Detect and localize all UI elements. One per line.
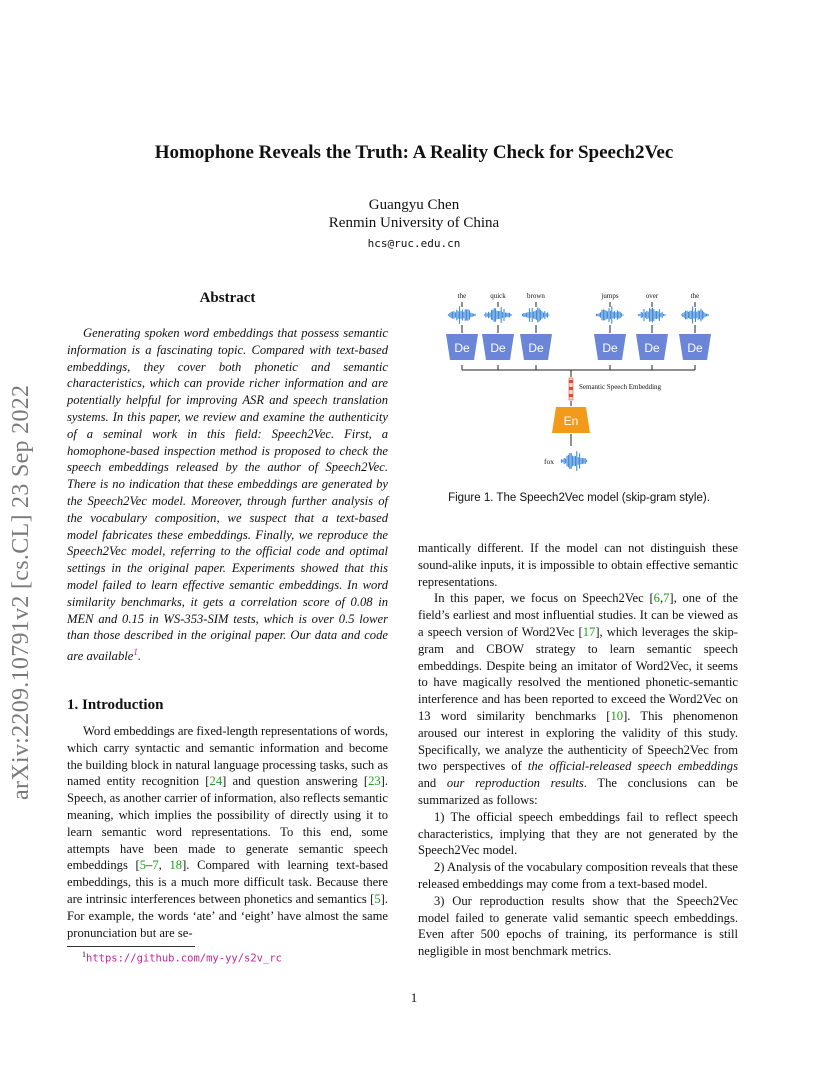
intro-text: Word embeddings are fixed-length representations of words, which carry syntactic and semantic information and become the building block in natural language processing tasks, such as named entity recognition [ <box>67 724 388 789</box>
conclusion-item-3: 3) Our reproduction results show that the Speech2Vec model failed to generate valid semantic speech embeddings. Even after 500 epochs of training, its performance is still negligible in most benchmark metrics. <box>418 893 738 959</box>
context-word-label: brown <box>527 292 545 300</box>
introduction-body <box>67 723 388 941</box>
waveform-icon <box>680 307 708 324</box>
speech2vec-diagram <box>418 286 740 476</box>
citation-link[interactable]: 23 <box>368 774 381 789</box>
intro-text: ], which leverages the skip-gram and CBOW strategy to learn semantic speech embeddings. Despite being an imitator of Word2Vec, it seems to have magically resolved the mentioned phonetic-semantic interference and has been reported to exceed the Word2Vec on 13 word similarity benchmarks [ <box>418 624 738 723</box>
footnote-rule <box>67 946 195 947</box>
decoder-label: De <box>644 341 660 355</box>
waveform-icon <box>447 306 475 324</box>
embedding-label: Semantic Speech Embedding <box>579 383 662 391</box>
footnote <box>82 950 282 965</box>
abstract-heading: Abstract <box>199 290 256 306</box>
figure-1 <box>418 286 740 476</box>
citation-link[interactable]: 18 <box>169 858 183 873</box>
abstract-text: Generating spoken word embeddings that possess semantic information is a fascinating topic. Compared with text-based embeddings, they cover both phonetic and semantic characteristics, which can provide richer information and are potentially helpful for improving ASR and speech translation systems. In this paper, we review and examine the authenticity of a seminal work in this field: Speech2Vec. First, a homophone-based inspection method is proposed to check the speech embeddings released by the author of Speech2Vec. There is no indication that these embeddings are generated by the Speech2Vec model. Moreover, through further analysis of the vocabulary composition, we suspect that a text-based model fabricates these embeddings. Finally, we reproduce the Speech2Vec model, referring to the official code and optimal settings in the original paper. Experiments showed that this model failed to learn effective semantic embeddings. In word similarity benchmarks, it gets a correlation score of 0.08 in MEN and 0.15 in WS-353-SIM tests, which is over 0.5 lower than those described in the original paper. Our data and code are available <box>67 326 388 664</box>
citation-link[interactable]: 7 <box>152 858 159 873</box>
waveform-icon <box>637 308 665 323</box>
citation-link[interactable]: 6 <box>653 591 660 606</box>
embedding-cell <box>569 380 573 383</box>
intro-text: ], one of the field’s earliest and most influential studies. It can be viewed as a speech version of Word2Vec [ <box>418 591 738 639</box>
figure-decoders <box>446 334 711 360</box>
intro-text: , <box>659 591 664 606</box>
embedding-cell <box>569 394 573 397</box>
waveform-icon <box>483 307 511 323</box>
conclusion-item-2: 2) Analysis of the vocabulary composition reveals that these released embeddings may come from a text-based model. <box>418 860 738 891</box>
author-name: Guangyu Chen <box>368 197 460 213</box>
figure-caption: Figure 1. The Speech2Vec model (skip-gram style). <box>448 492 710 504</box>
footnote-marker[interactable]: 1 <box>133 647 138 658</box>
context-word-label: jumps <box>601 292 619 300</box>
citation-link[interactable]: 7 <box>663 591 670 606</box>
decoder-label: De <box>490 341 506 355</box>
citation-link[interactable]: 5 <box>374 891 381 906</box>
intro-text: ] and question answering [ <box>222 774 369 789</box>
intro-text: ]. Speech, as another carrier of information, also reflects semantic meaning, which implies the possibility of directly using it to learn semantic word representations. To this end, some attempts have been made to generate semantic speech embeddings [ <box>67 774 389 873</box>
input-waveform <box>560 451 587 471</box>
decoder-label: De <box>602 341 618 355</box>
intro-text: ]. For example, the words ‘ate’ and ‘eight’ have almost the same pronunciation but are se- <box>67 891 388 940</box>
emphasis-text: the official-released speech embeddings <box>527 759 738 774</box>
context-word-label: over <box>645 292 659 300</box>
page-number: 1 <box>410 990 418 1005</box>
citation-link[interactable]: 10 <box>610 708 624 723</box>
waveform-icon <box>595 306 623 323</box>
continued-paragraph: mantically different. If the model can not distinguish these sound-alike inputs, it is impossible to obtain effective semantic representations. <box>418 541 738 589</box>
intro-text: . The conclusions can be summarized as follows: <box>418 776 738 807</box>
figure-waveforms <box>447 306 708 324</box>
intro-text: ]. This phenomenon aroused our interest in exploring the validity of this study. Specifically, we analyze the authenticity of Speech2Vec from two perspectives of <box>418 708 739 774</box>
paper-title: Homophone Reveals the Truth: A Reality Check for Speech2Vec <box>154 142 674 163</box>
abstract-section <box>67 290 388 665</box>
citation-link[interactable]: 5 <box>139 858 147 873</box>
decoder-label: De <box>687 341 703 355</box>
author-email[interactable]: hcs@ruc.edu.cn <box>367 237 461 250</box>
right-column-body <box>418 540 738 960</box>
citation-link[interactable]: 24 <box>209 774 223 789</box>
figure-word-labels <box>458 292 700 300</box>
embedding-cell <box>569 387 573 390</box>
waveform-icon <box>521 308 549 323</box>
citation-link[interactable]: 17 <box>582 624 596 639</box>
context-word-label: quick <box>490 292 506 300</box>
input-word-label: fox <box>544 457 554 466</box>
footnote-url[interactable]: https://github.com/my-yy/s2v_rc <box>86 952 282 965</box>
context-word-label: the <box>457 292 467 300</box>
context-word-label: the <box>690 292 700 300</box>
introduction-section <box>67 697 388 941</box>
decoder-label: De <box>528 341 544 355</box>
conclusion-item-1: 1) The official speech embeddings fail to reflect speech characteristics, implying that they are not generated by the Speech2Vec model. <box>418 809 738 858</box>
embedding-vector-icon <box>569 378 573 400</box>
arxiv-identifier: arXiv:2209.10791v2 [cs.CL] 23 Sep 2022 <box>8 384 34 800</box>
intro-text: , <box>158 858 170 873</box>
intro-text: ]. Compared with learning text-based embeddings, this is a much more difficult task. Because there are intrinsic interferences between phonetics and semantics [ <box>67 858 389 906</box>
abstract-end: . <box>137 649 141 664</box>
encoder-label: En <box>563 414 579 428</box>
decoder-label: De <box>454 341 470 355</box>
author-affiliation: Renmin University of China <box>328 215 500 231</box>
waveform-icon <box>560 451 587 471</box>
intro-text: and <box>418 776 447 791</box>
introduction-heading: 1. Introduction <box>67 697 164 713</box>
intro-text: – <box>146 858 153 873</box>
abstract-body <box>67 325 388 665</box>
emphasis-text: our reproduction results <box>446 776 584 791</box>
intro-text: In this paper, we focus on Speech2Vec [ <box>434 591 654 606</box>
footnote-number: 1 <box>82 950 86 959</box>
